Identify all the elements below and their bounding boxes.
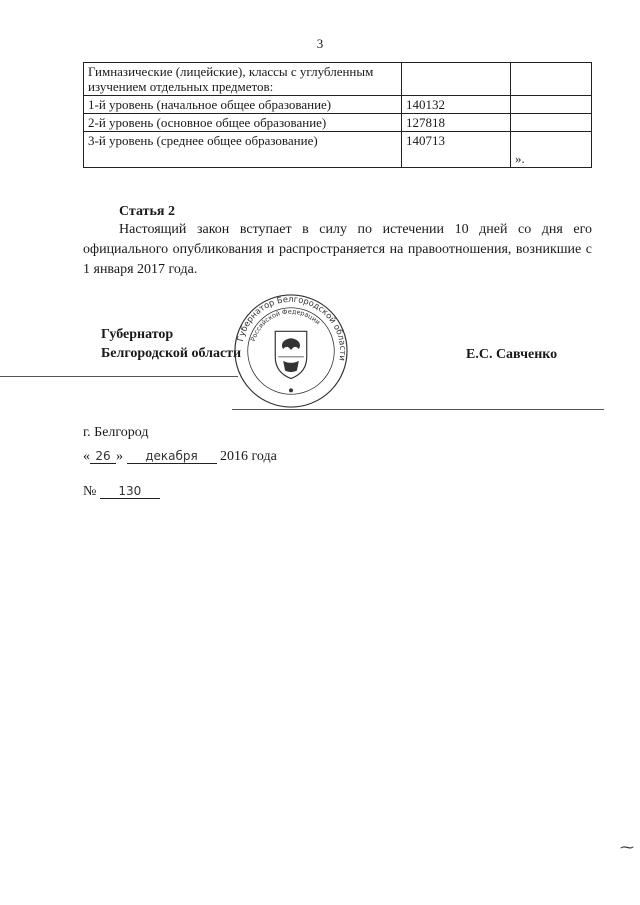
table-row bbox=[84, 63, 592, 96]
table-cell-value bbox=[402, 63, 511, 96]
table-row bbox=[84, 96, 592, 114]
divider-line bbox=[0, 376, 238, 377]
signatory-name: Е.С. Савченко bbox=[466, 347, 558, 362]
article-text: Настоящий закон вступает в силу по истечении 10 дней со дня его официального опубликования и распространяется на правоотношения, возникшие с 1 января 2017 года. bbox=[83, 222, 592, 277]
table-cell-label: 1-й уровень (начальное общее образование) bbox=[84, 96, 402, 114]
table-cell-extra: ». bbox=[511, 132, 592, 168]
seal-outer-text: Губернатор Белгородской области bbox=[234, 293, 349, 362]
official-seal bbox=[232, 292, 350, 410]
table-cell-value: 140132 bbox=[402, 96, 511, 114]
table-cell-value: 140713 bbox=[402, 132, 511, 168]
table-cell-extra bbox=[511, 96, 592, 114]
page-number: 3 bbox=[316, 36, 324, 51]
signature-title-line: Белгородской области bbox=[101, 346, 242, 361]
signature-title-line: Губернатор bbox=[101, 327, 174, 342]
seal-inner-text: Российской Федерации bbox=[249, 307, 322, 343]
date-close-quote: » bbox=[116, 449, 123, 464]
document-number bbox=[83, 484, 160, 500]
table-row bbox=[84, 114, 592, 132]
date-open-quote: « bbox=[83, 449, 90, 464]
date-month: декабря bbox=[127, 449, 217, 464]
table-row bbox=[84, 132, 592, 168]
divider-line bbox=[232, 409, 604, 410]
table-cell-extra bbox=[511, 63, 592, 96]
table-cell-label: 3-й уровень (среднее общее образование) bbox=[84, 132, 402, 168]
number-label: № bbox=[83, 484, 97, 499]
table-cell-label: 2-й уровень (основное общее образование) bbox=[84, 114, 402, 132]
signature-title bbox=[101, 325, 241, 363]
table-cell-value: 127818 bbox=[402, 114, 511, 132]
scan-mark: ⁓ bbox=[620, 841, 634, 856]
date-year: 2016 года bbox=[220, 449, 277, 464]
table-cell-extra bbox=[511, 114, 592, 132]
coat-of-arms-icon bbox=[275, 331, 306, 392]
education-levels-table bbox=[83, 62, 592, 168]
place-of-signing: г. Белгород bbox=[83, 425, 149, 440]
signing-date bbox=[83, 449, 277, 465]
date-day: 26 bbox=[90, 449, 116, 464]
number-value: 130 bbox=[100, 484, 160, 499]
table-cell-label: Гимназические (лицейские), классы с углубленным изучением отдельных предметов: bbox=[84, 63, 402, 96]
article-heading: Статья 2 bbox=[119, 204, 175, 219]
